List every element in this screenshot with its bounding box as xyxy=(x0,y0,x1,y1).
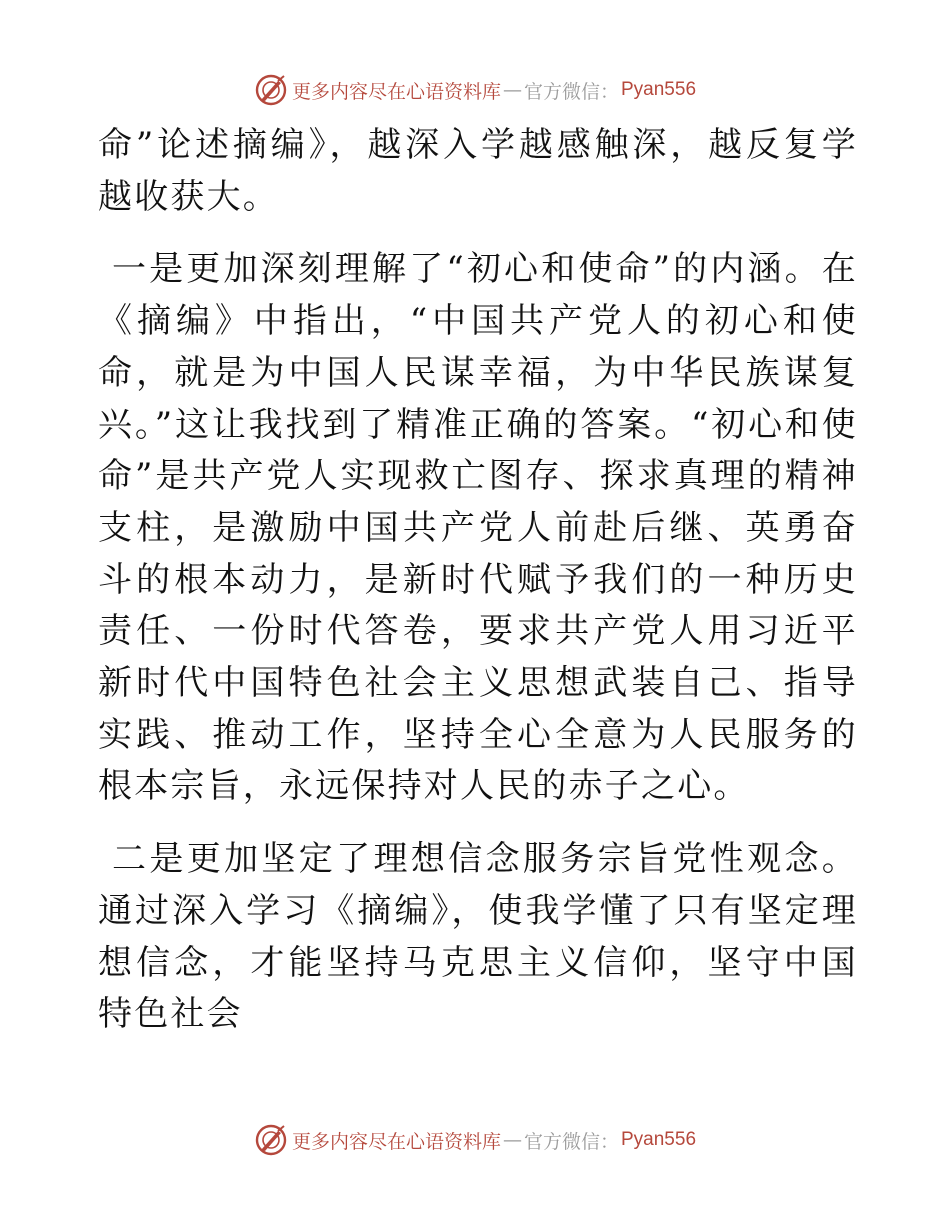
footer-separator: — xyxy=(502,1129,522,1151)
footer-banner xyxy=(0,1120,950,1160)
header-separator: — xyxy=(502,79,522,101)
paragraph-section-one: 一是更加深刻理解了“初心和使命”的内涵。在《摘编》中指出，“中国共产党人的初心和使命，就是为中国人民谋幸福，为中华民族谋复兴。”这让我找到了精准正确的答案。“初心和使命”是共产党人实现救亡图存、探求真理的精神支柱，是激励中国共产党人前赴后继、英勇奋斗的根本动力，是新时代赋予我们的一种历史责任、一份时代答卷，要求共产党人用习近平新时代中国特色社会主义思想武装自己、指导实践、推动工作，坚持全心全意为人民服务的根本宗旨，永远保持对人民的赤子之心。 xyxy=(98,249,858,807)
footer-brand-text: 更多内容尽在心语资料库 xyxy=(291,1130,501,1153)
quill-logo-icon xyxy=(254,1123,288,1157)
document-body xyxy=(98,120,858,1062)
header-wechat-label: 官方微信： xyxy=(523,80,619,103)
paragraph-continuation: 命”论述摘编》，越深入学越感触深，越反复学越收获大。 xyxy=(98,125,858,217)
paragraph-section-two: 二是更加坚定了理想信念服务宗旨党性观念。通过深入学习《摘编》，使我学懂了只有坚定理想信念，才能坚持马克思主义信仰，坚守中国特色社会 xyxy=(98,839,858,1035)
quill-logo-icon xyxy=(254,73,288,107)
header-brand-text: 更多内容尽在心语资料库 xyxy=(291,80,501,103)
header-banner xyxy=(0,70,950,110)
header-wechat-id: Pyan556 xyxy=(621,79,697,100)
footer-wechat-label: 官方微信： xyxy=(523,1130,619,1153)
footer-wechat-id: Pyan556 xyxy=(621,1129,697,1150)
